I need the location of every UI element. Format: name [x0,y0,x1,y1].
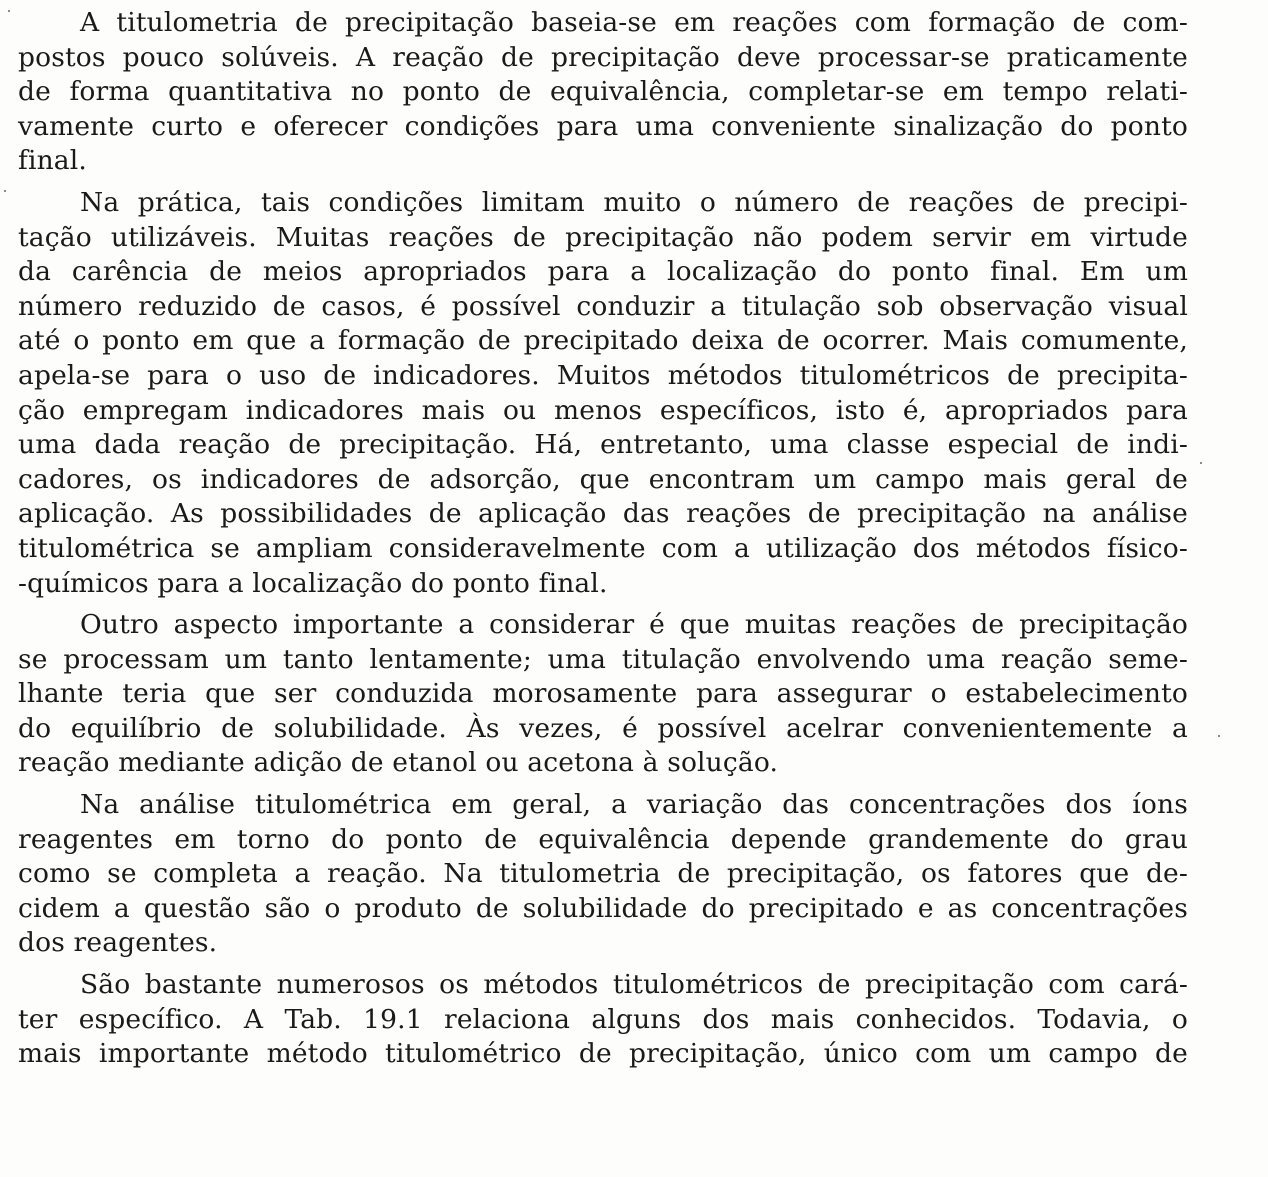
text-line: de forma quantitativa no ponto de equivalência, completar-se em tempo relati- [18,76,1188,108]
text-line: Na análise titulométrica em geral, a variação das concentrações dos íons [80,789,1188,821]
text-line: do equilíbrio de solubilidade. Às vezes, é possível acelrar convenientemente a [18,712,1188,744]
text-line: reação mediante adição de etanol ou acetona à solução. [18,747,779,779]
text-line: São bastante numerosos os métodos titulométricos de precipitação com cará- [80,969,1188,1001]
text-line: aplicação. As possibilidades de aplicação das reações de precipitação na análise [18,498,1188,530]
text-line: até o ponto em que a formação de precipitado deixa de ocorrer. Mais comumente, [18,325,1188,357]
text-line: vamente curto e oferecer condições para uma conveniente sinalização do ponto [18,110,1188,142]
text-line: dos reagentes. [18,927,218,959]
scan-speck [1218,735,1220,737]
text-line: cidem a questão são o produto de solubilidade do precipitado e as concentrações [18,892,1188,924]
text-line: ter específico. A Tab. 19.1 relaciona alguns dos mais conhecidos. Todavia, o [18,1003,1188,1035]
text-line: -químicos para a localização do ponto final. [18,567,608,599]
text-line: número reduzido de casos, é possível conduzir a titulação sob observação visual [18,290,1188,322]
scan-speck [1200,462,1202,464]
text-line: apela-se para o uso de indicadores. Muitos métodos titulométricos de precipita- [18,359,1188,391]
paragraph-5 [18,968,1188,1072]
text-line: mais importante método titulométrico de precipitação, único com um campo de [18,1038,1188,1070]
text-line: Outro aspecto importante a considerar é que muitas reações de precipitação [80,609,1188,641]
text-line: titulométrica se ampliam consideravelmente com a utilização dos métodos físico- [18,532,1188,564]
text-line: como se completa a reação. Na titulometria de precipitação, os fatores que de- [18,858,1188,890]
scan-speck [4,190,6,192]
paragraph-1 [18,6,1188,179]
text-line: ção empregam indicadores mais ou menos específicos, isto é, apropriados para [18,394,1188,426]
text-line: se processam um tanto lentamente; uma titulação envolvendo uma reação seme- [18,643,1188,675]
scan-speck [8,10,10,12]
paragraph-2 [18,186,1188,601]
text-line: reagentes em torno do ponto de equivalência depende grandemente do grau [18,823,1188,855]
text-line: postos pouco solúveis. A reação de precipitação deve processar-se praticamente [18,41,1188,73]
text-line: A titulometria de precipitação baseia-se em reações com formação de com- [80,7,1188,38]
text-line: da carência de meios apropriados para a localização do ponto final. Em um [18,256,1188,288]
paragraph-3 [18,608,1188,781]
text-line: Na prática, tais condições limitam muito o número de reações de precipi- [80,186,1188,218]
text-line: uma dada reação de precipitação. Há, entretanto, uma classe especial de indi- [18,429,1188,461]
text-line: cadores, os indicadores de adsorção, que encontram um campo mais geral de [18,463,1188,495]
text-line: lhante teria que ser conduzida morosamente para assegurar o estabelecimento [18,678,1188,710]
body-text [18,6,1188,1079]
paragraph-4 [18,788,1188,961]
text-line: tação utilizáveis. Muitas reações de precipitação não podem servir em virtude [18,221,1188,253]
text-line: final. [18,145,87,177]
